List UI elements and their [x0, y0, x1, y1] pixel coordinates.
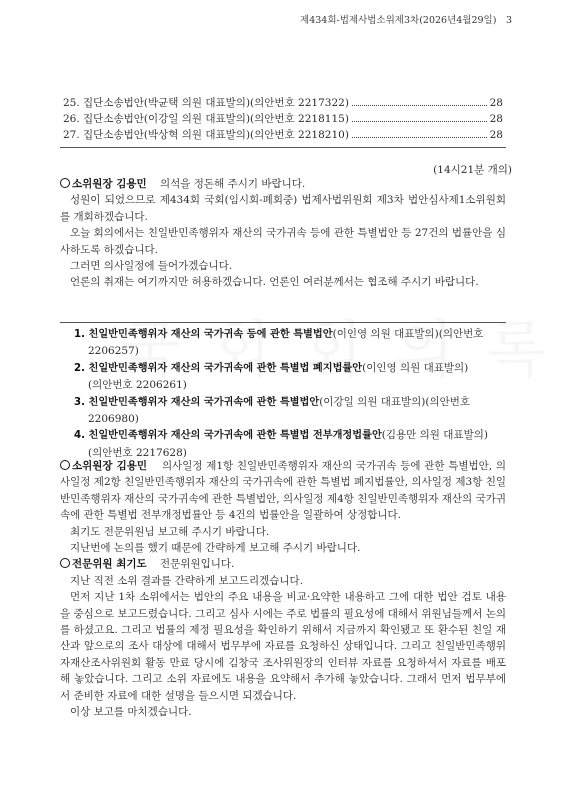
- agenda-item-detail: (이인영 의원 대표발의)(의안번호: [332, 328, 484, 340]
- agenda-item-title: 2. 친일반민족행위자 재산의 국가귀속에 관한 특별법 폐지법률안: [74, 362, 363, 374]
- speaker-bullet-icon: [60, 178, 70, 188]
- speaker-name: 전문위원 최기도: [72, 558, 147, 571]
- page-header: 제434회-법제사법소위제3차(2026년4월29일) 3: [300, 15, 512, 26]
- speech-paragraph: 최기도 전문위원님 보고해 주시기 바랍니다.: [70, 525, 270, 538]
- agenda-item-detail: (의안번호 2206261): [88, 379, 187, 392]
- speech-text: 전문위원입니다.: [160, 558, 235, 571]
- speech-paragraph: 지난 직전 소위 결과를 간략하게 보고드리겠습니다.: [70, 574, 304, 587]
- toc-item-page: 28: [489, 129, 503, 141]
- speech-paragraph: 이상 보고를 마치겠습니다.: [70, 706, 192, 719]
- speech-paragraph: 성원이 되었으므로 제434회 국회(임시회-폐회중) 법제사법위원회 제3차 법안심사제1소위원회를 개회하겠습니다.: [60, 194, 506, 223]
- agenda-item-detail: 2206257): [88, 345, 139, 358]
- speaker-bullet-icon: [60, 558, 70, 568]
- opening-remarks: [60, 176, 506, 291]
- agenda-list: [74, 326, 506, 461]
- chair-remarks: [60, 458, 506, 721]
- speech-paragraph: 먼저 지난 1차 소위에서는 법안의 주요 내용을 비교·요약한 내용하고 그에 대한 법안 검토 내용을 중심으로 보고드렸습니다. 그리고 심사 시에는 주로 법률의 필요성에 대해서 위원님들께서 논의를 하셨고요. 그리고 법률의 제정 필요성을 확인하기 위해서 지금까지 확인됐고 또 환수된 친일 재산과 앞으로의 조사 대상에 대해서 법무부에 자료를 요청하신 상태입니다. 그리고 친일반민족행위자재산조사위원회 활동 만료 당시에 김창국 조사위원장의 인터뷰 자료를 요청하셔서 자료를 배포해 놓았습니다. 그리고 소위 자료에도 내용을 요약해서 추가해 놓았습니다. 그래서 먼저 법무부에서 준비한 자료에 대한 설명을 들으시면 되겠습니다.: [60, 591, 506, 702]
- divider: [60, 322, 506, 323]
- agenda-item-detail: (의안번호 2217628): [88, 446, 187, 459]
- speaker-bullet-icon: [60, 460, 70, 470]
- session-open-time: (14시21분 개의): [433, 164, 512, 176]
- agenda-item: [74, 427, 506, 444]
- agenda-item-title: 1. 친일반민족행위자 재산의 국가귀속 등에 관한 특별법안: [74, 329, 333, 340]
- toc-leader-dots: [352, 121, 487, 122]
- toc-leader-dots: [352, 105, 487, 106]
- agenda-item: [74, 326, 506, 343]
- agenda-item-detail: 2206980): [88, 413, 139, 426]
- agenda-item-detail: (김용만 의원 대표발의): [381, 429, 488, 442]
- toc-item: [63, 95, 503, 111]
- speech-paragraph: 언론의 취재는 여기까지만 허용하겠습니다. 언론인 여러분께서는 협조해 주시기 바랍니다.: [70, 276, 479, 289]
- agenda-item: [74, 394, 506, 411]
- toc-item-page: 28: [489, 113, 503, 125]
- agenda-item: [74, 360, 506, 377]
- toc-list: [63, 95, 503, 143]
- toc-item-title: 25. 집단소송법안(박균택 의원 대표발의)(의안번호 2217322): [63, 97, 349, 109]
- speech-paragraph: 그러면 의사일정에 들어가겠습니다.: [70, 260, 233, 273]
- toc-item: [63, 111, 503, 127]
- toc-leader-dots: [352, 137, 487, 138]
- speech-paragraph: 오늘 회의에서는 친일반민족행위자 재산의 국가귀속 등에 관한 특별법안 등 27건의 법률안을 심사하도록 하겠습니다.: [60, 227, 506, 256]
- toc-item-title: 27. 집단소송법안(박상혁 의원 대표발의)(의안번호 2218210): [63, 129, 349, 141]
- agenda-item-title: 4. 친일반민족행위자 재산의 국가귀속에 관한 특별법 전부개정법률안: [74, 430, 382, 442]
- speaker-name: 소위원장 김용민: [72, 178, 147, 190]
- agenda-item-detail: (이인영 의원 대표발의): [362, 361, 469, 374]
- speech-text: 의사일정 제1항 친일반민족행위자 재산의 국가귀속 등에 관한 특별법안, 의사일정 제2항 친일반민족행위자 재산의 국가귀속에 관한 특별법 폐지법률안, 의사일정 제3항 친일반민족행위자 재산의 국가귀속에 관한 특별법안, 의사일정 제4항 친일반민족행위자 재산의 국가귀속에 관한 특별법 전부개정법률안 등 4건의 법률안을 일괄하여 상정합니다.: [60, 460, 507, 522]
- speech-paragraph: 지난번에 논의를 했기 때문에 간략하게 보고해 주시기 바랍니다.: [70, 542, 361, 555]
- toc-item-title: 26. 집단소송법안(이강일 의원 대표발의)(의안번호 2218115): [63, 113, 349, 125]
- speaker-name: 소위원장 김용민: [72, 460, 148, 472]
- speech-text: 의석을 정돈해 주시기 바랍니다.: [160, 178, 306, 190]
- toc-item-page: 28: [489, 97, 503, 109]
- divider: [60, 147, 506, 148]
- agenda-item-detail: (이강일 의원 대표발의)(의안번호: [319, 395, 471, 408]
- toc-item: [63, 127, 503, 143]
- agenda-item-title: 3. 친일반민족행위자 재산의 국가귀속에 관한 특별법안: [74, 396, 320, 408]
